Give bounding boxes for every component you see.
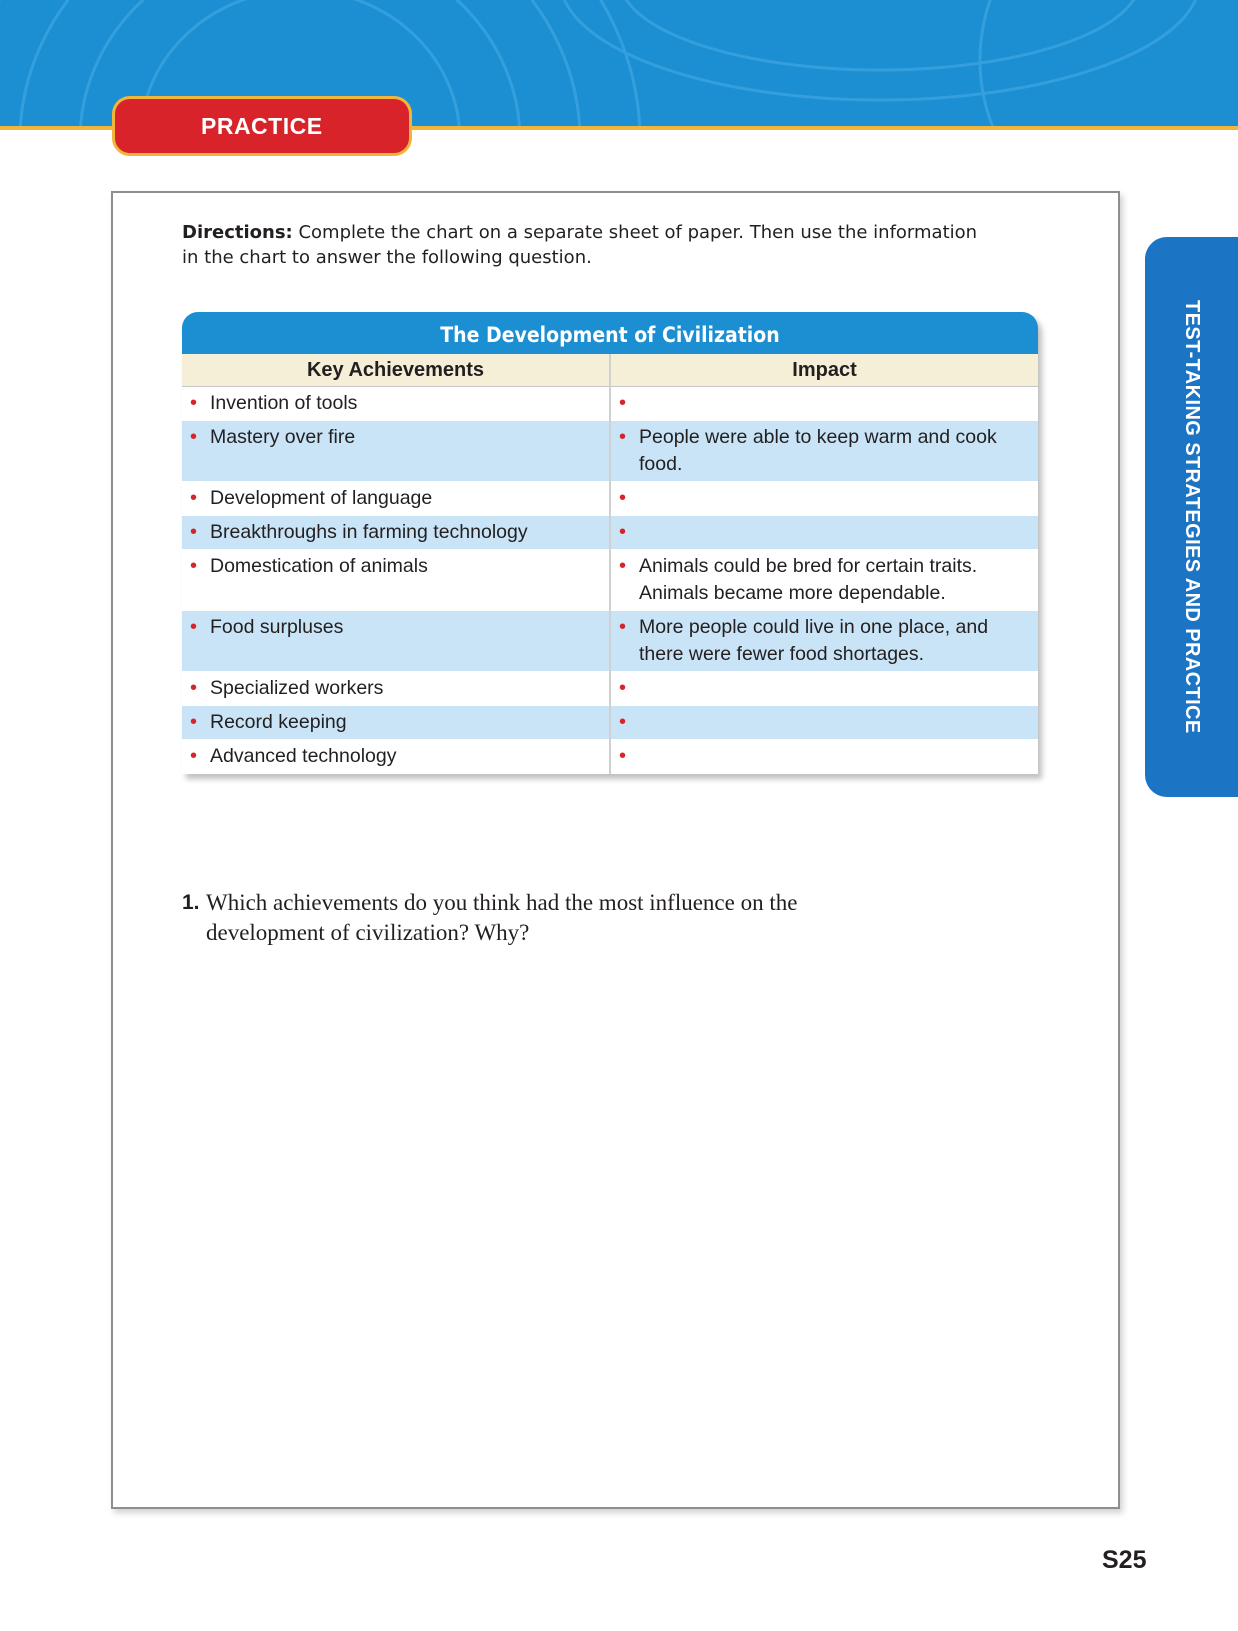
achievement-text: Food surpluses	[210, 616, 344, 638]
table-row	[182, 516, 1038, 550]
table-row	[182, 672, 1038, 706]
chart-body	[182, 387, 1038, 774]
impact-cell	[610, 482, 1038, 516]
bullet-icon: •	[619, 711, 627, 733]
achievement-text: Specialized workers	[210, 677, 384, 699]
bullet-icon: •	[190, 677, 198, 699]
bullet-icon: •	[190, 521, 198, 543]
table-row	[182, 550, 1038, 611]
question-1	[182, 888, 822, 948]
chart-table	[182, 354, 1038, 774]
achievement-text: Domestication of animals	[210, 555, 428, 577]
impact-cell	[610, 706, 1038, 740]
bullet-icon: •	[619, 392, 627, 414]
impact-text: Animals could be bred for certain traits. Animals became more dependable.	[639, 555, 978, 604]
bullet-icon: •	[619, 616, 627, 638]
column-header-impact: Impact	[610, 354, 1038, 387]
impact-text: More people could live in one place, and there were fewer food shortages.	[639, 616, 989, 665]
practice-label: PRACTICE	[201, 112, 323, 139]
directions-label: Directions:	[182, 222, 293, 243]
impact-cell	[610, 550, 1038, 611]
impact-cell	[610, 611, 1038, 672]
impact-text: People were able to keep warm and cook food.	[639, 426, 997, 475]
achievement-cell	[182, 740, 610, 774]
achievement-text: Record keeping	[210, 711, 347, 733]
achievement-cell	[182, 706, 610, 740]
practice-tab	[112, 96, 412, 156]
question-number: 1.	[182, 891, 200, 914]
achievement-cell	[182, 421, 610, 482]
bullet-icon: •	[619, 487, 627, 509]
bullet-icon: •	[619, 426, 627, 448]
civilization-chart	[182, 312, 1038, 774]
impact-cell	[610, 421, 1038, 482]
bullet-icon: •	[190, 616, 198, 638]
table-row	[182, 740, 1038, 774]
achievement-text: Mastery over fire	[210, 426, 356, 448]
bullet-icon: •	[190, 392, 198, 414]
page-number: S25	[1102, 1546, 1147, 1574]
chart-header-row	[182, 354, 1038, 387]
table-row	[182, 387, 1038, 421]
impact-cell	[610, 740, 1038, 774]
impact-cell	[610, 516, 1038, 550]
achievement-cell	[182, 550, 610, 611]
directions-text: Complete the chart on a separate sheet of paper. Then use the information in the chart to answer the following question.	[182, 222, 978, 268]
achievement-text: Breakthroughs in farming technology	[210, 521, 528, 543]
bullet-icon: •	[190, 555, 198, 577]
impact-cell	[610, 387, 1038, 421]
bullet-icon: •	[190, 711, 198, 733]
achievement-text: Invention of tools	[210, 392, 358, 414]
directions	[182, 220, 982, 270]
side-tab-label: TEST-TAKING STRATEGIES AND PRACTICE	[1181, 300, 1203, 734]
side-section-tab	[1145, 237, 1238, 797]
column-header-achievements: Key Achievements	[182, 354, 610, 387]
chart-title: The Development of Civilization	[182, 312, 1038, 354]
question-text: Which achievements do you think had the most influence on the development of civilization? Why?	[206, 890, 798, 945]
achievement-cell	[182, 516, 610, 550]
bullet-icon: •	[190, 426, 198, 448]
bullet-icon: •	[619, 521, 627, 543]
bullet-icon: •	[619, 745, 627, 767]
achievement-cell	[182, 482, 610, 516]
table-row	[182, 482, 1038, 516]
achievement-cell	[182, 611, 610, 672]
achievement-text: Development of language	[210, 487, 433, 509]
bullet-icon: •	[619, 555, 627, 577]
table-row	[182, 611, 1038, 672]
bullet-icon: •	[619, 677, 627, 699]
achievement-cell	[182, 672, 610, 706]
table-row	[182, 421, 1038, 482]
achievement-text: Advanced technology	[210, 745, 397, 767]
achievement-cell	[182, 387, 610, 421]
bullet-icon: •	[190, 487, 198, 509]
impact-cell	[610, 672, 1038, 706]
table-row	[182, 706, 1038, 740]
bullet-icon: •	[190, 745, 198, 767]
